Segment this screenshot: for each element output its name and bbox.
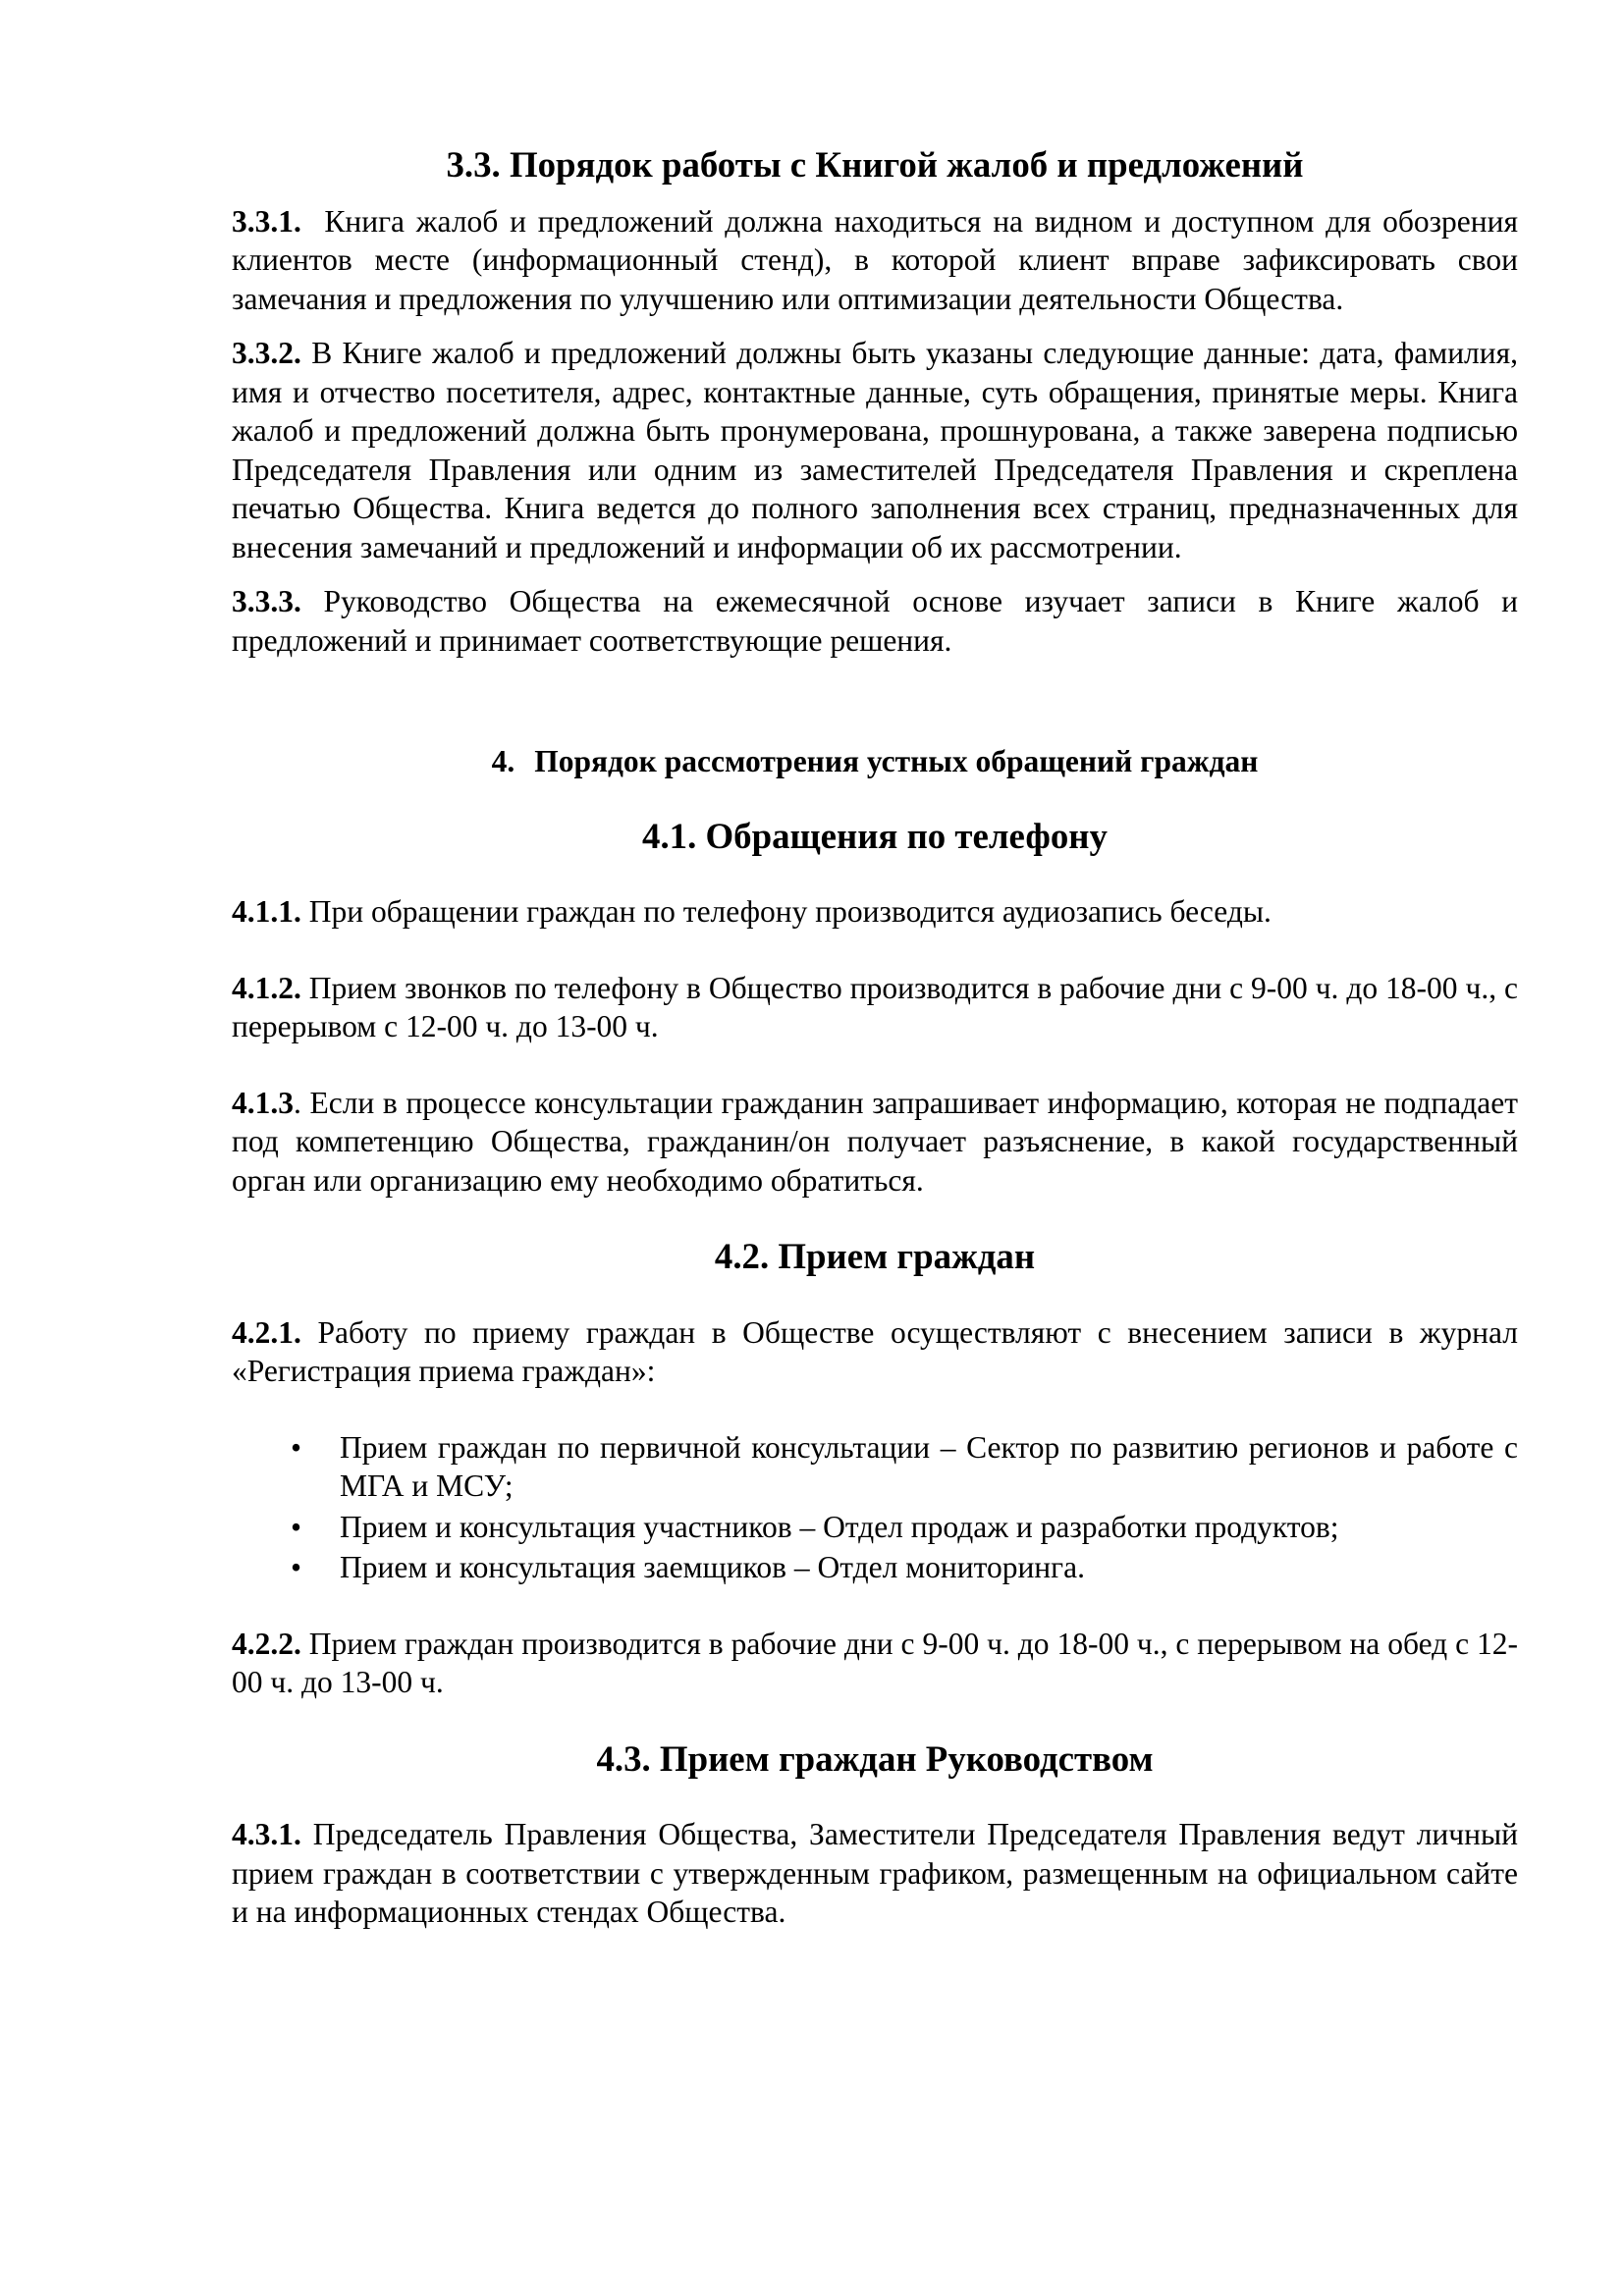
- paragraph-4-2-2: [232, 1625, 1518, 1702]
- clause-number: 4.1.1.: [232, 894, 301, 929]
- paragraph-4-1-3: [232, 1084, 1518, 1201]
- clause-text: Прием граждан производится в рабочие дни с 9-00 ч. до 18-00 ч., с перерывом на обед с 12-00 ч. до 13-00 ч.: [232, 1626, 1518, 1699]
- document-page: [232, 144, 1526, 1932]
- section-heading-4-1: 4.1. Обращения по телефону: [642, 815, 1108, 856]
- list-item-text: Прием и консультация участников – Отдел продаж и разработки продуктов;: [340, 1509, 1339, 1544]
- clause-text: Руководство Общества на ежемесячной основе изучает записи в Книге жалоб и предложений и принимает соответствующие решения.: [232, 584, 1518, 658]
- list-item-text: Прием граждан по первичной консультации – Сектор по развитию регионов и работе с МГА и МСУ;: [340, 1429, 1518, 1503]
- clause-text: Прием звонков по телефону в Общество производится в рабочие дни с 9-00 ч. до 18-00 ч., с перерывом с 12-00 ч. до 13-00 ч.: [232, 970, 1518, 1043]
- section-title: Порядок рассмотрения устных обращений граждан: [534, 744, 1259, 778]
- section-heading-4: [232, 742, 1518, 781]
- clause-number: 3.3.1.: [232, 203, 301, 239]
- section-heading-4-2: 4.2. Прием граждан: [714, 1236, 1036, 1276]
- department-list: [232, 1428, 1518, 1587]
- paragraph-4-2-1: [232, 1313, 1518, 1391]
- clause-number: 4.3.1.: [232, 1817, 301, 1851]
- list-item: [232, 1428, 1518, 1506]
- clause-number: 3.3.2.: [232, 336, 301, 370]
- list-item: [232, 1548, 1518, 1587]
- clause-text: В Книге жалоб и предложений должны быть указаны следующие данные: дата, фамилия, имя и отчество посетителя, адрес, контактные данные, суть обращения, принятые меры. Книга жалоб и предложений должна быть пронумерована, прошнурована, а также заверена подписью Председателя Правления или одним из заместителей Председателя Правления и скреплена печатью Общества. Книга ведется до полного заполнения всех страниц, предназначенных для внесения замечаний и предложений и информации об их рассмотрении.: [232, 336, 1518, 564]
- bullet-icon: •: [291, 1429, 302, 1465]
- paragraph-3-3-1: [232, 202, 1526, 319]
- clause-text: Работу по приему граждан в Обществе осуществляют с внесением записи в журнал «Регистрация приема граждан»:: [232, 1314, 1518, 1388]
- paragraph-3-3-2: [232, 334, 1518, 566]
- clause-number: 4.2.2.: [232, 1626, 301, 1661]
- list-item-text: Прием и консультация заемщиков – Отдел мониторинга.: [340, 1550, 1085, 1584]
- clause-text: . Если в процессе консультации гражданин запрашивает информацию, которая не подпадает под компетенцию Общества, гражданин/он получает разъяснение, в какой государственный орган или организацию ему необходимо обратиться.: [232, 1085, 1518, 1198]
- clause-number: 4.1.3: [232, 1085, 294, 1120]
- clause-text: Книга жалоб и предложений должна находиться на видном и доступном для обозрения клиентов месте (информационный стенд), в которой клиент вправе зафиксировать свои замечания и предложения по улучшению или оптимизации деятельности Общества.: [232, 203, 1526, 316]
- clause-text: Председатель Правления Общества, Заместители Председателя Правления ведут личный прием граждан в соответствии с утвержденным графиком, размещенным на официальном сайте и на информационных стендах Общества.: [232, 1817, 1518, 1929]
- section-number: 4.: [491, 744, 515, 778]
- list-item: [232, 1508, 1518, 1547]
- clause-number: 4.2.1.: [232, 1314, 301, 1350]
- bullet-icon: •: [291, 1550, 302, 1584]
- paragraph-3-3-3: [232, 582, 1518, 660]
- bullet-icon: •: [291, 1509, 302, 1544]
- paragraph-4-1-2: [232, 969, 1518, 1046]
- clause-number: 4.1.2.: [232, 970, 301, 1005]
- paragraph-4-1-1: [232, 892, 1518, 932]
- paragraph-4-3-1: [232, 1815, 1518, 1932]
- clause-number: 3.3.3.: [232, 584, 301, 618]
- section-heading-4-3: 4.3. Прием граждан Руководством: [596, 1737, 1154, 1779]
- section-heading-3-3: 3.3. Порядок работы с Книгой жалоб и предложений: [446, 144, 1304, 185]
- clause-text: При обращении граждан по телефону производится аудиозапись беседы.: [300, 894, 1272, 929]
